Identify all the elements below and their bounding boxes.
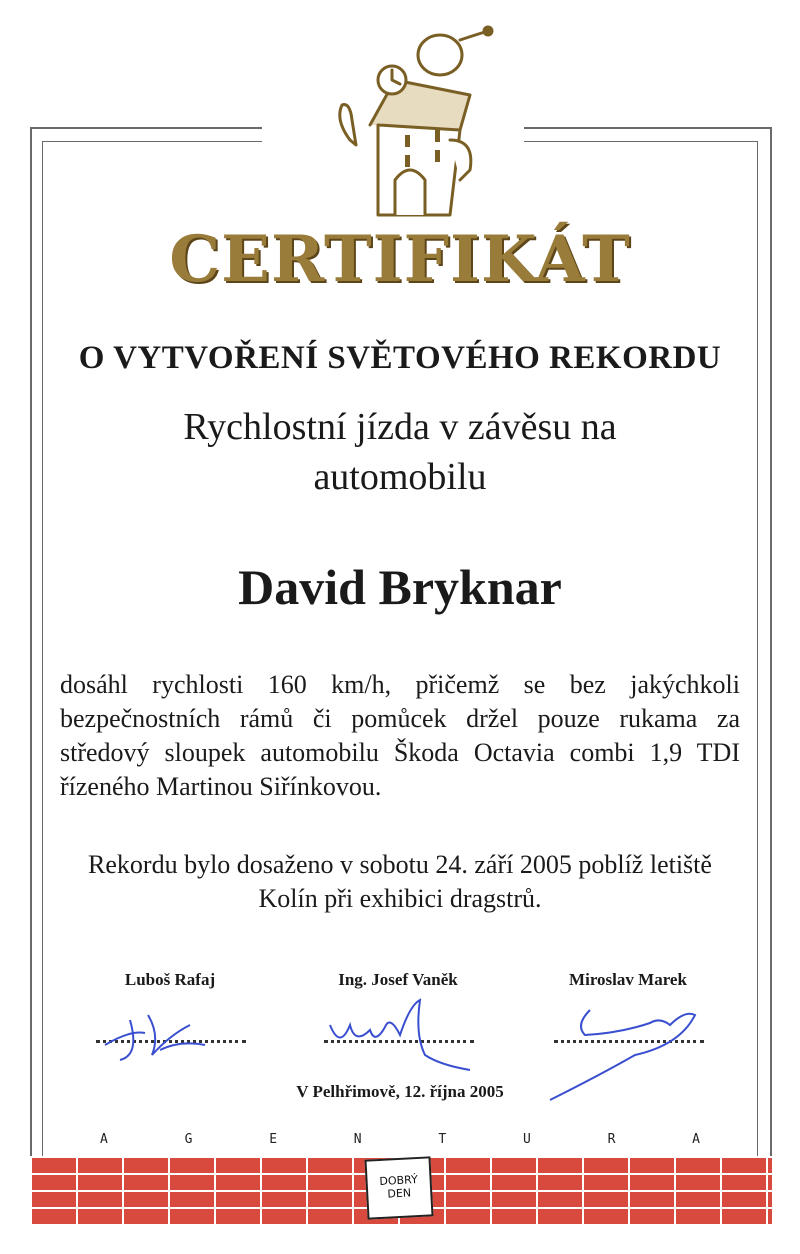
signatory-name: Luboš Rafaj (124, 970, 216, 989)
agency-logo (364, 1156, 433, 1219)
certificate-title: CERTIFIKÁT (169, 222, 631, 297)
house-mascot-icon (300, 20, 500, 220)
agency-letter: E (269, 1132, 278, 1147)
agency-letter: U (522, 1132, 531, 1147)
agency-logo-line2: DEN (387, 1186, 412, 1201)
agency-logo-line1: DOBRÝ (379, 1173, 419, 1189)
agency-letter: G (184, 1132, 193, 1147)
agency-letter: A (100, 1132, 108, 1147)
signatory-name: Miroslav Marek (569, 970, 687, 989)
agency-letter: A (692, 1132, 700, 1147)
agency-letter: N (353, 1132, 362, 1147)
signature (100, 1005, 210, 1065)
signatory-name: Ing. Josef Vaněk (338, 970, 458, 989)
record-name: Rychlostní jízda v závěsu na automobilu (183, 406, 617, 498)
record-holder: David Bryknar (238, 559, 562, 615)
agency-label (100, 1132, 700, 1147)
agency-letter: T (438, 1132, 447, 1147)
record-date-place: Rekordu bylo dosaženo v sobotu 24. září 2005 poblíž letiště Kolín při exhibici dragstrů. (88, 850, 712, 913)
agency-letter: R (607, 1132, 616, 1147)
certificate-subtitle: O VYTVOŘENÍ SVĚTOVÉHO REKORDU (78, 340, 722, 376)
signature (320, 995, 480, 1075)
record-description: dosáhl rychlosti 160 km/h, přičemž se bez jakýchkoli bezpečnostních rámů či pomůcek držel pouze rukama za středový sloupek automobilu Škoda Octavia combi 1,9 TDI řízeného Martinou Siřínkovou. (60, 670, 740, 801)
issue-place-date: V Pelhřimově, 12. října 2005 (296, 1082, 504, 1101)
